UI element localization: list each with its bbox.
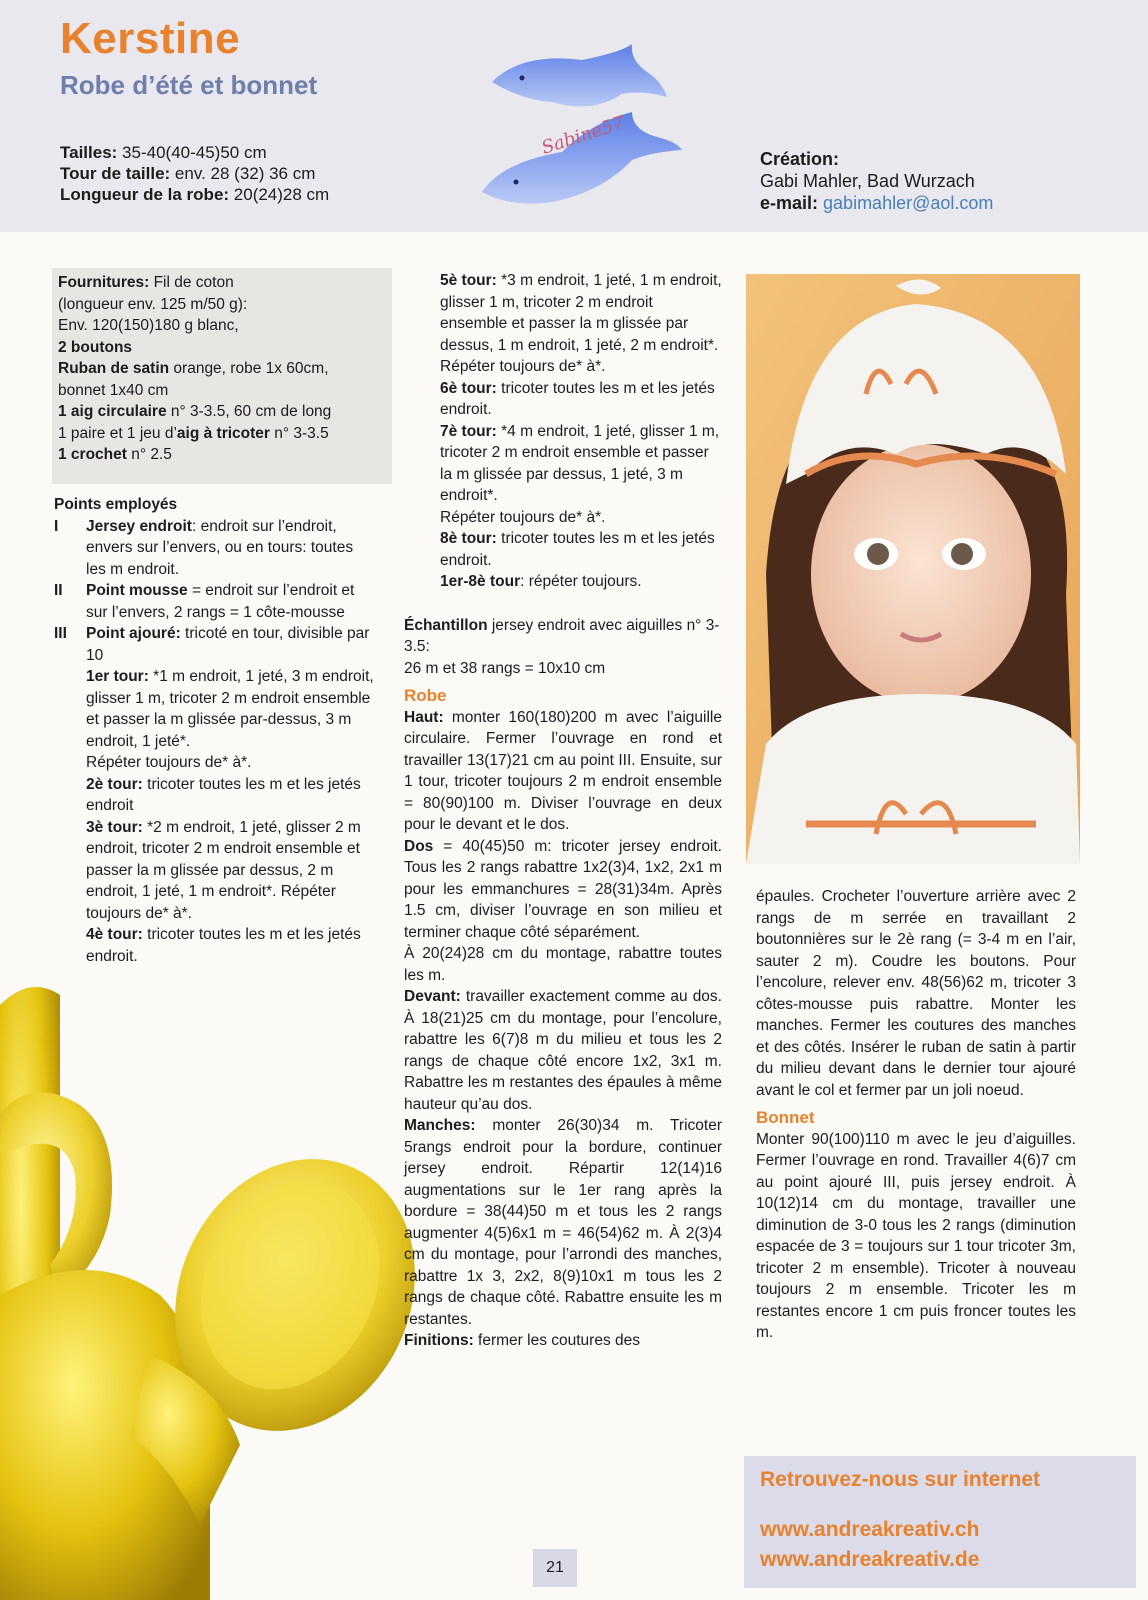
round-label: 1er-8è tour: [440, 573, 521, 590]
supplies-text: orange, robe 1x 60cm,: [169, 360, 329, 377]
section-title-robe: Robe: [404, 686, 447, 705]
stitch-number: III: [54, 625, 67, 642]
part-label: Dos: [404, 837, 434, 855]
bonnet-text: Monter 90(100)110 m avec le jeu d’aiguilles. Fermer l’ouvrage en rond. Travailler 4(6)7 cm au point ajouré III, puis jersey endroit. À 10(12)14 cm du montage, travailler une diminution de 3-0 tous les 2 rangs (diminution espacée de 3 = toujours sur 1 tour tricoter 3m, tricoter 2 m ensemble). Tricoter à nouveau toujours 2 m ensemble. Tricoter les m restantes encore 1 cm puis froncer toutes les m.: [756, 1130, 1076, 1341]
supplies-hook-label: 1 crochet: [58, 446, 127, 463]
part-text: travailler exactement comme au dos. À 18(21)25 cm du montage, pour l’encolure, rabattre les 6(7)8 m du milieu et tous les 2 rangs de chaque côté encore 1x2, 3x1 m. Rabattre les m restantes des épaules à même hauteur qu’au dos.: [404, 988, 722, 1113]
waist-label: Tour de taille:: [60, 164, 171, 183]
stitch-text: = endroit sur l’endroit et sur l’envers, 2 rangs = 1 côte-mousse: [86, 582, 355, 621]
part-label: Finitions:: [404, 1332, 474, 1349]
creation-label: Création:: [760, 149, 840, 169]
supplies-line: Env. 120(150)180 g blanc,: [58, 317, 239, 334]
internet-box: [744, 1456, 1136, 1588]
supplies-box: [52, 268, 392, 484]
email-link[interactable]: gabimahler@aol.com: [818, 193, 994, 213]
stitch-name: Point ajouré:: [86, 625, 181, 642]
stitches-title: Points employés: [54, 496, 178, 513]
round-text: : répéter toujours.: [520, 573, 642, 590]
length-value: 20(24)28 cm: [229, 185, 330, 204]
creator-name: Gabi Mahler, Bad Wurzach: [760, 171, 975, 191]
round-text: tricoter toutes les m et les jetés endroit.: [86, 926, 361, 965]
dolphin-logo: [482, 42, 682, 220]
part-label: Devant:: [404, 988, 461, 1005]
round-label: 4è tour:: [86, 926, 143, 943]
round-repeat: Répéter toujours de* à*.: [440, 358, 606, 375]
website-link-de[interactable]: www.andreakreativ.de: [760, 1548, 980, 1571]
sizes-block: [60, 142, 329, 205]
stitches-section: [54, 494, 374, 967]
round-label: 8è tour:: [440, 530, 497, 547]
stitch-name: Jersey endroit: [86, 517, 192, 535]
supplies-text: n° 3-3.5: [269, 424, 329, 442]
part-text: monter 160(180)200 m avec l’aiguille circulaire. Fermer l’ouvrage en rond et travailler 13(17)21 cm au point III. Ensuite, sur 1 tour, tricoter toujours 2 m endroit ensemble = 80(90)100 m. Diviser l’ouvrage en deux pour le devant et le dos.: [404, 708, 722, 833]
supplies-text: n° 3-3.5, 60 cm de long: [166, 403, 332, 420]
gauge-text: jersey endroit avec aiguilles n° 3-3.5:: [404, 616, 720, 655]
round-label: 5è tour:: [440, 272, 497, 289]
round-text: *2 m endroit, 1 jeté, glisser 2 m endroit, tricoter 2 m endroit ensemble et passer la m glissée par dessus, 2 m endroit, 1 jeté, 1 m endroit*. Répéter toujours de* à*.: [86, 818, 361, 922]
sizes-value: 35-40(40-45)50 cm: [117, 143, 267, 162]
supplies-label: Fournitures:: [58, 274, 150, 291]
supplies-needles-label: aig à tricoter: [176, 424, 270, 442]
round-label: 6è tour:: [440, 379, 497, 397]
gauge-label: Échantillon: [404, 616, 488, 634]
stitch-text: tricoté en tour, divisible par 10: [86, 625, 370, 664]
email-label: e-mail:: [760, 193, 819, 213]
stitch-number: II: [54, 582, 63, 599]
website-link-ch[interactable]: www.andreakreativ.ch: [760, 1518, 980, 1541]
gauge-value: 26 m et 38 rangs = 10x10 cm: [404, 659, 606, 677]
creation-block: [760, 148, 993, 214]
supplies-ribbon-label: Ruban de satin: [58, 360, 170, 377]
page-title: Kerstine: [60, 14, 241, 63]
part-text: À 20(24)28 cm du montage, rabattre toutes les m.: [404, 945, 722, 984]
page-number: 21: [533, 1549, 577, 1587]
round-text: tricoter toutes les m et les jetés endroit: [86, 775, 361, 814]
supplies-line: (longueur env. 125 m/50 g):: [58, 295, 248, 313]
length-label: Longueur de la robe:: [60, 185, 230, 204]
round-repeat: Répéter toujours de* à*.: [86, 754, 252, 771]
round-repeat: Répéter toujours de* à*.: [440, 508, 606, 526]
page-subtitle: Robe d’été et bonnet: [60, 70, 318, 100]
part-text: monter 26(30)34 m. Tricoter 5rangs endroit pour la bordure, continuer jersey endroit. Répartir 12(14)16 augmentations sur le 1er rang après la bordure = 38(44)50 m et tous les 2 rangs augmenter 4(5)6x1 m = 46(54)62 m. À 2(3)4 cm du montage, pour l’arrondi des manches, rabattre 1x 3, 2x2, 8(9)10x1 m tous les 2 rangs de chaque côté. Rabattre ensuite les m restantes.: [404, 1117, 722, 1328]
watering-can-image: [0, 965, 420, 1600]
round-text: *4 m endroit, 1 jeté, glisser 1 m, tricoter 2 m endroit ensemble et passer la m glissée par dessus, 1 jeté, 3 m endroit*.: [440, 422, 720, 504]
section-title-bonnet: Bonnet: [756, 1108, 815, 1127]
part-label: Manches:: [404, 1117, 476, 1134]
watermark-text: Sabine57: [539, 112, 627, 159]
stitch-name: Point mousse: [86, 582, 188, 599]
supplies-text: n° 2.5: [126, 446, 172, 463]
round-text: *1 m endroit, 1 jeté, 3 m endroit, glisser 1 m, tricoter 2 m endroit ensemble et passer la m glissée par-dessus, 3 m endroit, 1 jeté*.: [86, 668, 374, 750]
round-text: tricoter toutes les m et les jetés endroit.: [440, 379, 715, 418]
supplies-text: 1 paire et 1 jeu d’: [58, 424, 177, 442]
round-label: 7è tour:: [440, 422, 497, 440]
finishing-text: épaules. Crocheter l’ouverture arrière avec 2 rangs de m serrée en travaillant 2 boutonnières sur le 2è rang (= 3-4 m en l’air, sauter 2 m). Coudre les boutons. Pour l’encolure, relever env. 48(56)62 m, tricoter 3 côtes-mousse puis rabattre. Monter les manches. Fermer les coutures des manches et des côtés. Insérer le ruban de satin à partir du milieu devant dans le dernier tour ajouré avant le col et fermer par un joli noeud.: [756, 888, 1076, 1099]
instructions-column-3: [756, 886, 1076, 1344]
round-label: 3è tour:: [86, 818, 143, 836]
internet-title: Retrouvez-nous sur internet: [760, 1468, 1041, 1491]
part-label: Haut:: [404, 708, 444, 726]
sizes-label: Tailles:: [60, 143, 118, 162]
part-text: fermer les coutures des: [473, 1332, 641, 1349]
stitch-number: I: [54, 517, 59, 535]
instructions-column-2: [404, 270, 722, 1352]
round-label: 1er tour:: [86, 668, 149, 685]
round-text: tricoter toutes les m et les jetés endroit.: [440, 530, 715, 569]
supplies-text: Fil de coton: [149, 274, 234, 291]
waist-value: env. 28 (32) 36 cm: [170, 164, 316, 183]
part-text: = 40(45)50 m: tricoter jersey endroit. Tous les 2 rangs rabattre 1x2(3)4, 1x2, 2x1 m pour les emmanchures = 28(31)34m. Après 1.5 cm, diviser l’ouvrage en son milieu et terminer chaque côté séparément.: [404, 837, 722, 941]
round-text: *3 m endroit, 1 jeté, 1 m endroit, glisser 1 m, tricoter 2 m endroit ensemble et passer la m glissée par dessus, 1 m endroit, 1 jeté, 2 m endroit*.: [440, 272, 722, 354]
doll-photo: [746, 274, 1080, 864]
supplies-needle-label: 1 aig circulaire: [58, 403, 167, 420]
round-label: 2è tour:: [86, 775, 143, 793]
supplies-line: bonnet 1x40 cm: [58, 381, 169, 399]
supplies-buttons: 2 boutons: [58, 338, 133, 356]
stitch-text: : endroit sur l’endroit, envers sur l’envers, ou en tours: toutes les m endroit.: [86, 517, 354, 578]
